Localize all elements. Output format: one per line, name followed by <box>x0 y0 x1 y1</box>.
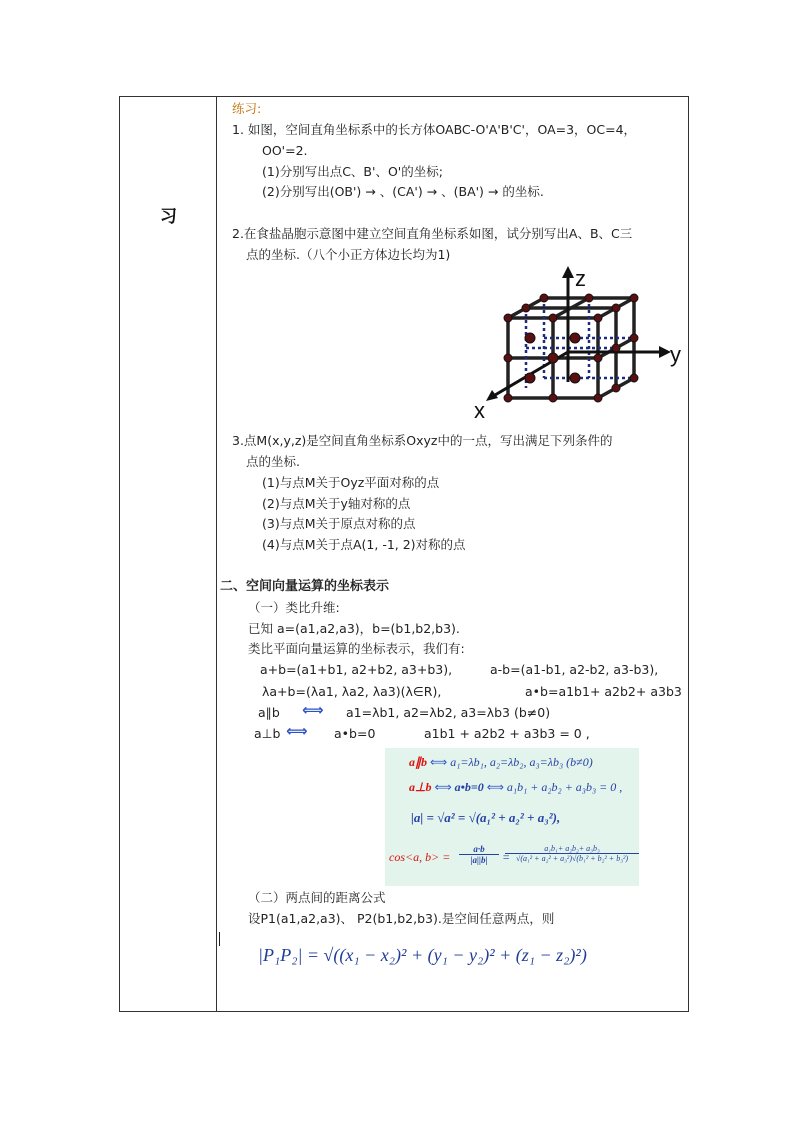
box-perp-dot: a•b=0 <box>454 780 484 794</box>
row4-left: a⊥b <box>254 726 281 741</box>
section2-sub1: （一）类比升维: <box>248 600 340 615</box>
section2-points: 设P1(a1,a2,a3)、 P2(b1,b2,b3).是空间任意两点，则 <box>248 911 555 926</box>
q1-line2: OO'=2. <box>262 143 308 158</box>
box-parallel: a∥b <box>409 755 427 769</box>
q3-item-1: (1)与点M关于Oyz平面对称的点 <box>262 475 440 490</box>
section2-analogy: 类比平面向量运算的坐标表示，我们有: <box>248 641 465 656</box>
q3-line1: 3.点M(x,y,z)是空间直角坐标系Oxyz中的一点，写出满足下列条件的 <box>232 433 613 448</box>
row1-left: a+b=(a1+b1, a2+b2, a3+b3), <box>260 662 453 677</box>
q2-line2: 点的坐标.（八个小正方体边长均为1) <box>246 247 451 262</box>
formula-box <box>385 748 639 886</box>
side-label: 习 <box>160 207 177 227</box>
q1-sub2: (2)分别写出(OB') → 、(CA') → 、(BA') → 的坐标. <box>262 184 544 199</box>
box-perp: a⊥b <box>409 780 432 794</box>
row4-mid: a•b=0 <box>334 726 376 741</box>
box-frac2-num: a₁b₁+ a₂b₂+ a₃b₃ <box>544 844 600 853</box>
practice-heading: 练习: <box>232 101 262 116</box>
row2-right: a•b=a1b1+ a2b2+ a3b3 <box>525 684 682 699</box>
axis-label-x: x <box>474 398 485 423</box>
q1-sub1: (1)分别写出点C、B'、O'的坐标; <box>262 164 443 179</box>
row3-right: a1=λb1, a2=λb2, a3=λb3 (b≠0) <box>346 705 551 720</box>
box-frac1-num: a·b <box>473 844 485 854</box>
row1-right: a-b=(a1-b1, a2-b2, a3-b3), <box>490 662 659 677</box>
section2-title: 二、空间向量运算的坐标表示 <box>220 579 390 594</box>
q2-line1: 2.在食盐晶胞示意图中建立空间直角坐标系如图，试分别写出A、B、C三 <box>232 226 633 241</box>
q3-item-4: (4)与点M关于点A(1, -1, 2)对称的点 <box>262 537 466 552</box>
box-parallel-cond: a₁=λb₁, a₂=λb₂, a₃=λb₃ (b≠0) <box>450 755 593 769</box>
row2-left: λa+b=(λa1, λa2, λa3)(λ∈R), <box>262 684 442 699</box>
double-arrow-icon: ⟺ <box>430 755 448 769</box>
salt-crystal-figure <box>474 262 688 423</box>
box-magnitude: |a| = √a² = √(a₁² + a₂² + a₃²), <box>411 810 561 825</box>
distance-formula: |P₁P₂| = √((x₁ − x₂)² + (y₁ − y₂)² + (z₁ − z₂)²) <box>258 945 587 965</box>
section2-given: 已知 a=(a1,a2,a3)，b=(b1,b2,b3). <box>248 621 460 636</box>
q1-line1: 1. 如图，空间直角坐标系中的长方体OABC-O'A'B'C'，OA=3，OC=4， <box>232 122 637 137</box>
text-cursor <box>219 932 220 946</box>
box-perp-cond: a₁b₁ + a₂b₂ + a₃b₃ = 0 , <box>506 780 623 794</box>
double-arrow-icon: ⟺ <box>434 780 452 794</box>
box-eq: = <box>502 850 511 864</box>
double-arrow-icon: ⟺ <box>486 780 504 794</box>
axis-label-y: y <box>670 342 681 367</box>
q3-item-2: (2)与点M关于y轴对称的点 <box>262 496 411 511</box>
q3-line2: 点的坐标. <box>246 454 300 469</box>
box-frac2-den: √(a₁² + a₂² + a₃²)√(b₁² + b₂² + b₃²) <box>505 853 639 863</box>
double-arrow-icon: ⟺ <box>286 722 308 740</box>
row4-right: a1b1 + a2b2 + a3b3 = 0 , <box>424 726 590 741</box>
column-divider <box>216 96 217 1012</box>
double-arrow-icon: ⟺ <box>302 701 324 719</box>
q3-item-3: (3)与点M关于原点对称的点 <box>262 516 416 531</box>
box-frac1-den: |a||b| <box>459 854 499 865</box>
axis-label-z: z <box>575 266 586 291</box>
section2-sub2: （二）两点间的距离公式 <box>248 890 386 905</box>
row3-left: a∥b <box>258 705 280 720</box>
box-cos: cos<a, b> = <box>389 850 451 864</box>
